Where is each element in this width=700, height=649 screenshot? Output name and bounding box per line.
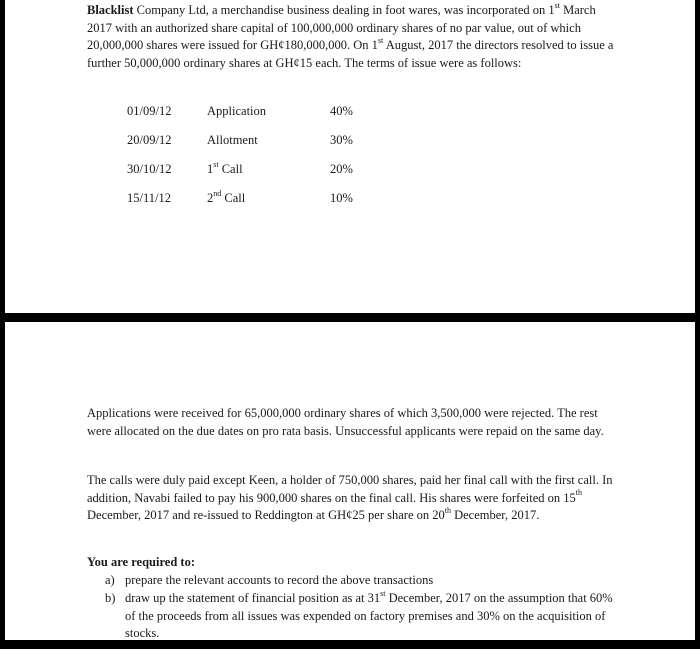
- required-heading: You are required to:: [87, 555, 195, 569]
- document-page-2: Applications were received for 65,000,000 ordinary shares of which 3,500,000 were rejected. The rest were allocated on the due dates on pro rata basis. Unsuccessful applicants were repaid on the same day. The calls were duly paid except Keen, a holder of 750,000 shares, paid her final call with the first call. In addition, Navabi failed to pay his 900,000 shares on the final call. His shares were forfeited on 15th December, 2017 and re-issued to Reddington at GH¢25 per share on 20th December, 2017. You are required to: a) prepare the relevant accounts to record the above transactions b) draw up the statement of financial position as at 31st December, 2017 on the assumption that 60% of the proceeds from all issues was expended on factory premises and 30% on the acquisition of stocks.: [5, 322, 695, 649]
- terms-row: 20/09/12 Allotment 30%: [127, 133, 353, 147]
- terms-row: 15/11/12 2nd Call 10%: [127, 188, 353, 205]
- document-page-1: [5, 0, 695, 313]
- calls-paragraph: The calls were duly paid except Keen, a holder of 750,000 shares, paid her final call with the first call. In addition, Navabi failed to pay his 900,000 shares on the final call. His shares were forfeited on 15th December, 2017 and re-issued to Reddington at GH¢25 per share on 20th December, 2017.: [87, 473, 613, 523]
- company-name: Blacklist: [87, 3, 134, 17]
- terms-row: 01/09/12 Application 40%: [127, 104, 353, 118]
- page-gap: [0, 640, 700, 649]
- terms-row: 30/10/12 1st Call 20%: [127, 159, 353, 176]
- applications-paragraph: Applications were received for 65,000,000 ordinary shares of which 3,500,000 were rejected. The rest were allocated on the due dates on pro rata basis. Unsuccessful applicants were repaid on the same day.: [87, 406, 604, 438]
- intro-paragraph: Blacklist Company Ltd, a merchandise business dealing in foot wares, was incorporated on 1st March 2017 with an authorized share capital of 100,000,000 ordinary shares of no par value, out of which 20,000,000 shares were issued for GH¢180,000,000. On 1st August, 2017 the directors resolved to issue a further 50,000,000 ordinary shares at GH¢15 each. The terms of issue were as follows:: [87, 0, 614, 70]
